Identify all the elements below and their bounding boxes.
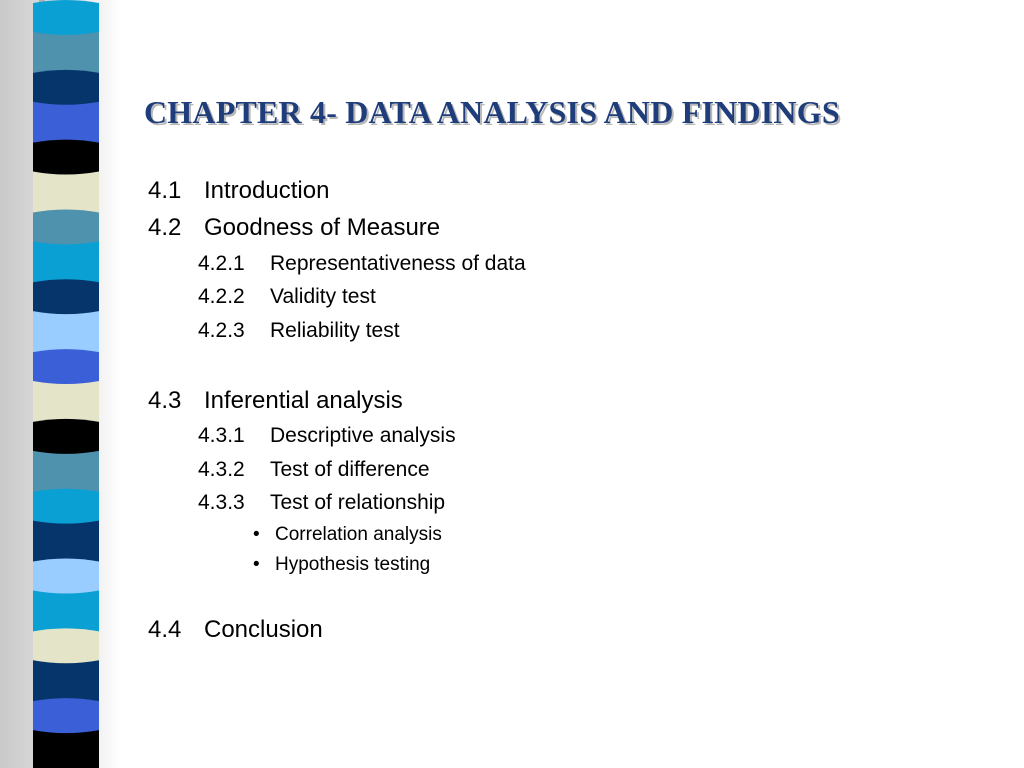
- item-number: 4.4: [148, 616, 182, 643]
- outline-item-4-3-1: [198, 423, 456, 449]
- item-number: 4.2.1: [198, 252, 245, 275]
- item-number: 4.3.1: [198, 424, 245, 447]
- outline-item-4-2-3: [198, 318, 400, 344]
- item-label: Goodness of Measure: [204, 214, 441, 241]
- item-number: 4.2: [148, 214, 182, 241]
- item-number: 4.1: [148, 177, 182, 204]
- slide-title: CHAPTER 4- DATA ANALYSIS AND FINDINGS: [144, 94, 840, 130]
- item-label: Test of difference: [270, 458, 430, 481]
- outline-item-4-2: [148, 213, 440, 243]
- outline-item-4-3-3: [198, 490, 445, 516]
- item-label: Reliability test: [270, 319, 400, 342]
- item-label: Descriptive analysis: [270, 424, 456, 447]
- outline-item-4-3: [148, 386, 403, 416]
- item-label: Test of relationship: [270, 491, 446, 514]
- bullet-icon: •: [253, 554, 260, 575]
- item-label: Correlation analysis: [275, 524, 442, 545]
- item-label: Introduction: [204, 177, 330, 204]
- outline-item-4-2-1: [198, 251, 526, 277]
- item-number: 4.2.3: [198, 319, 245, 342]
- outline-bullet-correlation: [253, 523, 442, 547]
- item-number: 4.2.2: [198, 285, 245, 308]
- item-label: Hypothesis testing: [275, 554, 431, 575]
- outline-bullet-hypothesis: [253, 553, 430, 577]
- outline-item-4-1: [148, 176, 329, 206]
- outline-item-4-4: [148, 615, 323, 645]
- outline-item-4-3-2: [198, 457, 430, 483]
- item-label: Representativeness of data: [270, 252, 526, 275]
- item-label: Inferential analysis: [204, 387, 403, 414]
- item-number: 4.3.2: [198, 458, 245, 481]
- bullet-icon: •: [253, 524, 260, 545]
- outline-item-4-2-2: [198, 284, 376, 310]
- item-number: 4.3: [148, 387, 182, 414]
- item-number: 4.3.3: [198, 491, 245, 514]
- item-label: Conclusion: [204, 616, 323, 643]
- item-label: Validity test: [270, 285, 376, 308]
